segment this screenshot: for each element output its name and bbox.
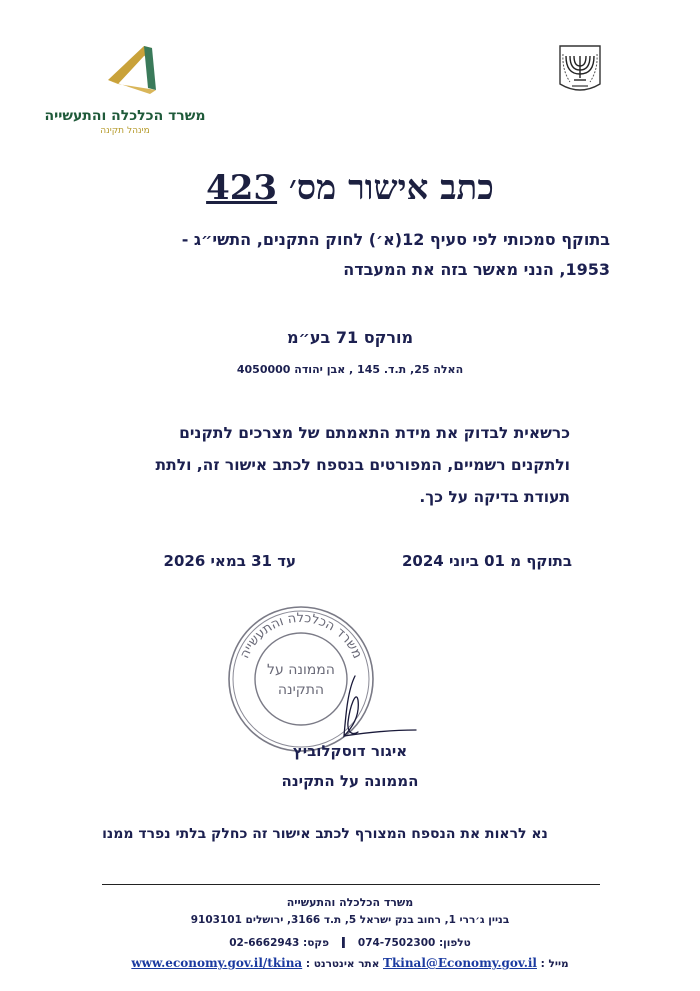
footer-fax: פקס: 02-6662943 bbox=[229, 937, 329, 949]
authority-line-2: 1953, הנני מאשר בזה את המעבדה bbox=[343, 260, 610, 279]
signer-name: איגור דוסקלוביץ bbox=[292, 742, 408, 760]
lab-address: האלה 25, ת.ד. 145 , אבן יהודה 4050000 bbox=[236, 363, 464, 376]
footer-ministry-name: משרד הכלכלה והתעשייה bbox=[286, 896, 414, 909]
ministry-name: משרד הכלכלה והתעשייה bbox=[44, 108, 206, 124]
stamp-outer-text: משרד הכלכלה והתעשייה bbox=[237, 610, 365, 661]
valid-to: עד 31 במאי 2026 bbox=[163, 552, 296, 570]
letter-title bbox=[0, 168, 700, 208]
signature bbox=[300, 670, 420, 750]
valid-from: בתוקף מ 01 ביוני 2024 bbox=[401, 552, 572, 570]
menorah-emblem-icon bbox=[556, 44, 604, 96]
ministry-logo-icon bbox=[100, 44, 158, 96]
footer-address: בניין ג׳ררי 1, רחוב בנק ישראל 5, ת.ד 3166, ירושלים 9103101 bbox=[190, 914, 510, 926]
body-line-2: ולתקנים רשמיים, המפורטים בנספח לכתב אישור זה, ולתת bbox=[155, 456, 570, 474]
authority-line-1: בתוקף סמכותי לפי סעיף 12(א׳) לחוק התקנים, התשי״ג - bbox=[181, 230, 610, 249]
footer-email-link[interactable]: Tkinal@Economy.gov.il bbox=[383, 956, 537, 970]
footer-contact bbox=[100, 934, 600, 952]
footer-email-label: מייל : bbox=[540, 958, 569, 970]
footer-links bbox=[100, 956, 600, 970]
signer-title: הממונה על התקינה bbox=[281, 772, 419, 790]
footer-separator: I bbox=[340, 934, 347, 952]
footer-web-label: אתר אינטרנט : bbox=[305, 958, 380, 970]
annex-note: נא לראות את הנספח המצורף לכתב אישור זה כחלק בלתי נפרד ממנו bbox=[102, 826, 548, 842]
body-line-3: תעודת בדיקה על כך. bbox=[419, 488, 570, 506]
footer-divider bbox=[102, 884, 600, 885]
footer-web-link[interactable]: www.economy.gov.il/tkina bbox=[131, 956, 303, 970]
stamp-inner-line-1: הממונה על bbox=[267, 662, 335, 678]
stamp-inner-line-2: התקינה bbox=[277, 682, 325, 698]
signature-scribble-icon bbox=[300, 670, 420, 750]
ministry-subtitle: מינהל תקינה bbox=[100, 126, 150, 136]
state-emblem bbox=[556, 44, 604, 96]
ministry-logo bbox=[100, 44, 158, 96]
svg-text:משרד הכלכלה והתעשייה bbox=[237, 611, 364, 661]
lab-name: מורקס 71 בע״מ bbox=[286, 328, 414, 347]
approval-number: 423 bbox=[206, 168, 278, 208]
footer-phone: טלפון: 074-7502300 bbox=[357, 937, 471, 949]
title-text: כתב אישור מס׳ bbox=[288, 168, 494, 208]
body-line-1: כרשאית לבדוק את מידת התאמתם של מצרכים לתקנים bbox=[179, 424, 570, 442]
